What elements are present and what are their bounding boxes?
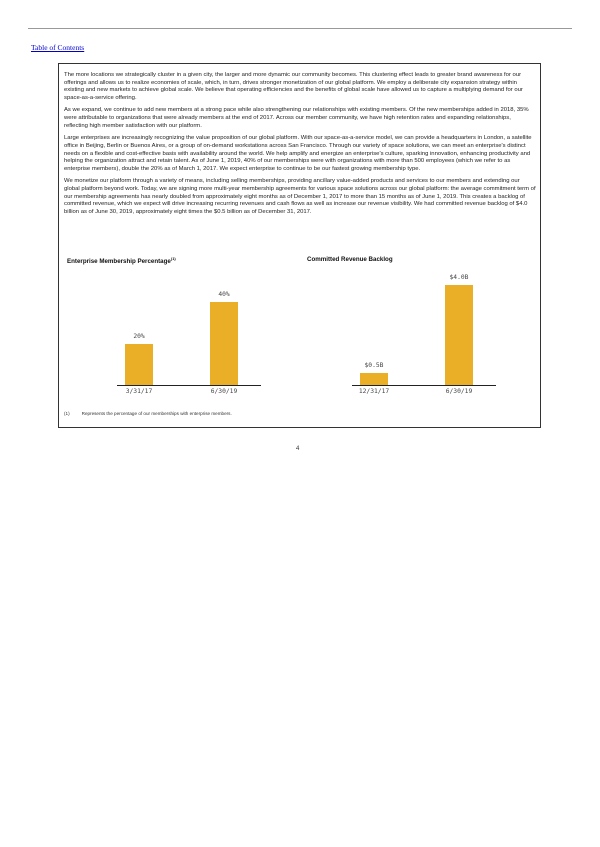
x-tick-label: 6/30/19 [445,388,473,395]
data-label: $0.5B [364,361,384,369]
footnote-text: Represents the percentage of our memberships with enterprise members. [81,411,232,416]
paragraph: Large enterprises are increasingly recognizing the value proposition of our global platform. With our space-as-a-service model, we can provide a headquarters in London, a satellite office in Beijing, Berlin or Buenos Aires, or a group of on-demand workstations across San Francisco. Through our variety of space solutions, we can meet an enterprise's distinct needs on a flexible and cost-effective basis with availability around the world. We help amplify and energize an enterprise's culture, sparking innovation, enhancing productivity and helping the organization attract and retain talent. As of June 1, 2019, 40% of our memberships were with organizations with more than 500 employees (which we refer to as enterprise members), double the 20% as of March 1, 2017. We expect enterprise to continue to be our fastest growing membership type. [64,135,532,172]
body-text [64,72,536,221]
page-number: 4 [296,446,300,452]
bar [445,285,473,385]
footnote-marker: (1) [64,411,70,416]
chart-title-text: Enterprise Membership Percentage [67,258,171,266]
table-of-contents-link[interactable]: Table of Contents [31,43,85,52]
data-label: 40% [218,291,230,298]
data-label: 20% [133,332,145,340]
x-tick-label: 6/30/19 [210,388,238,395]
bar [360,373,388,386]
x-tick-label: 12/31/17 [358,388,390,395]
x-axis-line [352,385,496,386]
paragraph: As we expand, we continue to add new members at a strong pace while also strengthening our relationships with existing members. Of the new memberships added in 2018, 35% were attributable to organizations that were already members at the end of 2017. Across our member community, we have high retention rates and expanding relationships, reflecting high member satisfaction with our platform. [64,107,529,129]
footnote [64,411,232,416]
data-label: $4.0B [449,274,469,281]
paragraph: We monetize our platform through a variety of means, including selling memberships, providing ancillary value-added products and services to our members and extending our global platform beyond work. Today, we are signing more multi-year membership agreements for various space solutions across our global platform: the average commitment term of our membership agreements has nearly doubled from approximately eight months as of December 1, 2017 to more than 15 months as of June 1, 2019. This creates a backlog of committed revenue, which we expect will drive increasing recurring revenues and cash flows as well as increase our revenue visibility. We had committed revenue backlog of $4.0 billion as of June 30, 2019, approximately eight times the $0.5 billion as of December 31, 2017. [64,178,536,216]
x-tick-label: 3/31/17 [125,388,153,395]
header-divider [28,28,572,29]
paragraph: The more locations we strategically cluster in a given city, the larger and more dynamic our community becomes. This clustering effect leads to greater brand awareness for our offerings and allows us to realize economies of scale, which, in turn, drives stronger monetization of our global platform. We employ a deliberate city expansion strategy within existing and new markets to achieve global scale. We believe that operating efficiencies and the benefits of global scale have allowed us to capture a multiplying demand for our space-as-a-service offering. [64,72,523,102]
chart-title-enterprise [67,256,176,265]
bar [210,302,238,385]
footnote-ref: (1) [170,256,176,261]
chart-title-backlog: Committed Revenue Backlog [307,256,393,263]
x-axis-line [117,385,261,386]
bar [125,344,153,386]
